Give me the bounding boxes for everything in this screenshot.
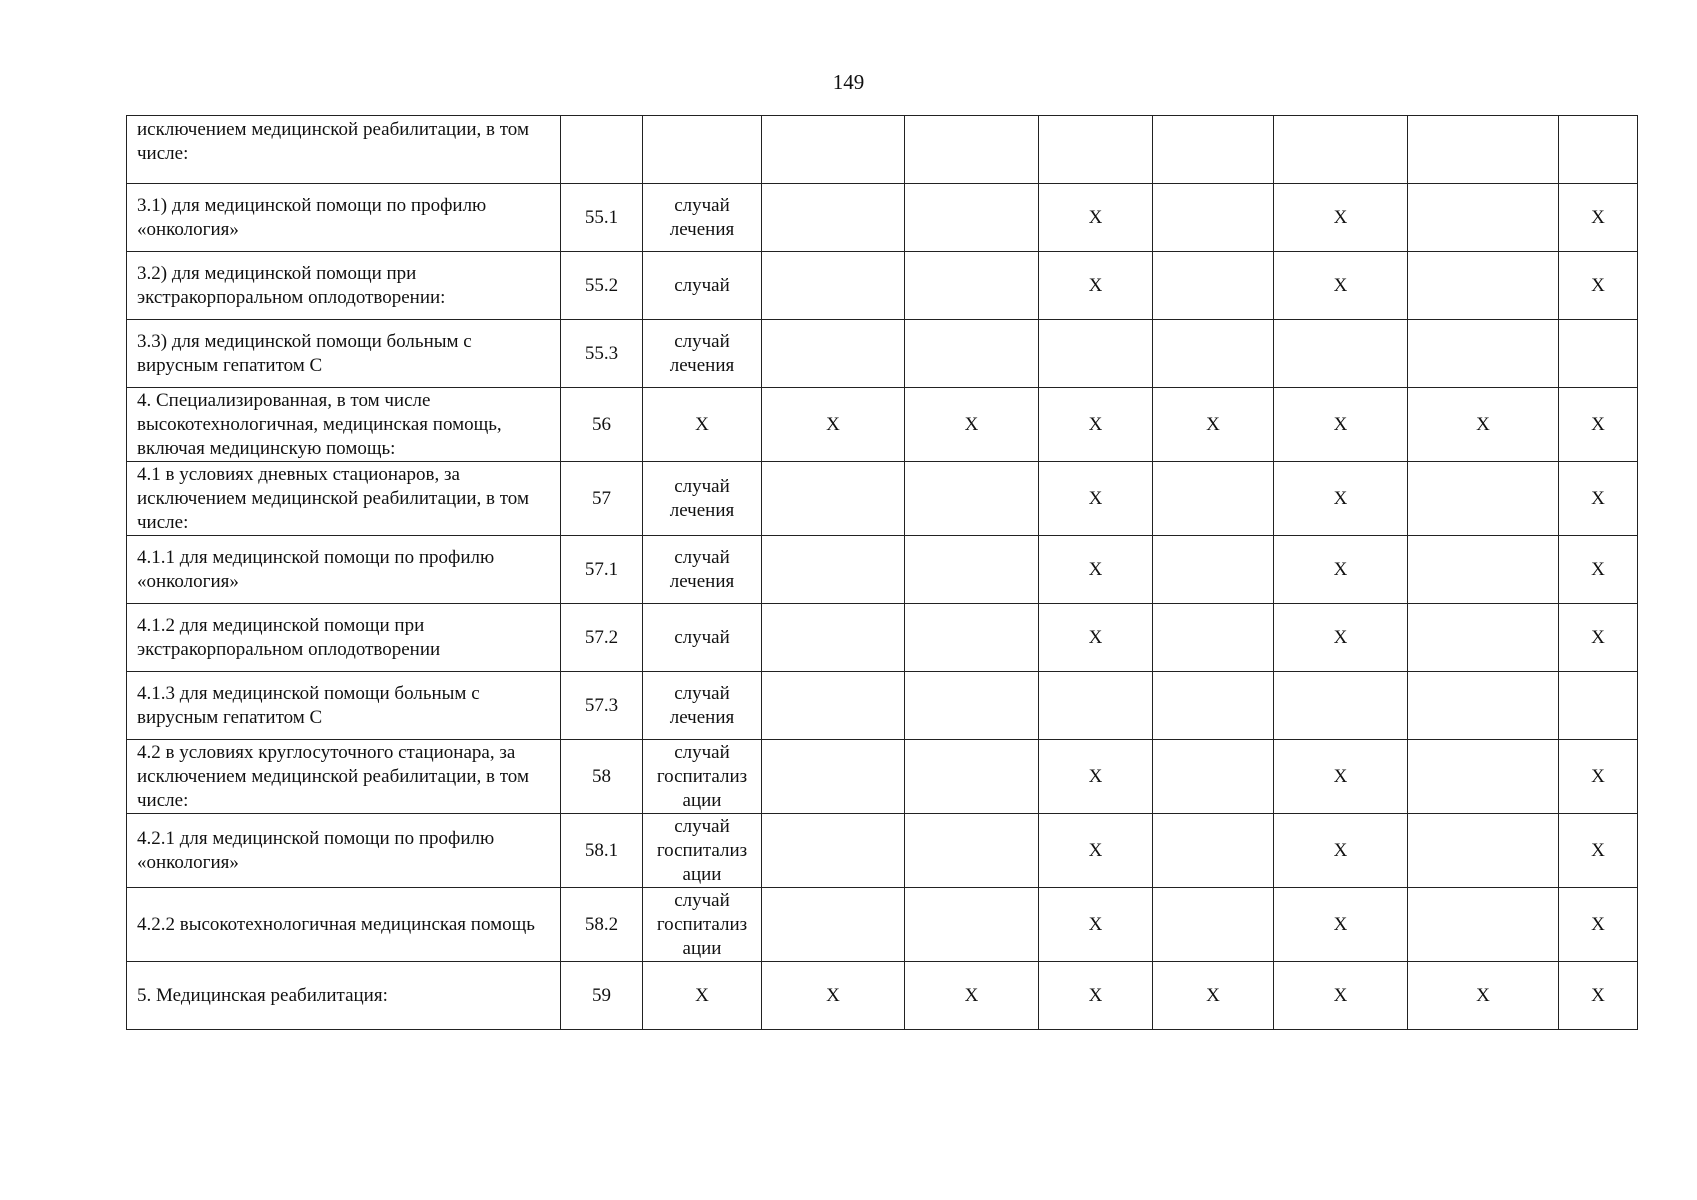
value-cell: X: [1039, 462, 1153, 536]
value-cell: [762, 184, 905, 252]
value-cell: [1559, 320, 1638, 388]
value-cell: X: [1559, 536, 1638, 604]
row-code-cell: 57.2: [561, 604, 643, 672]
value-cell: X: [1039, 814, 1153, 888]
table-row: [127, 252, 1638, 320]
row-name-cell: 4. Специализированная, в том числе высокотехнологичная, медицинская помощь, включая медицинскую помощь:: [127, 388, 561, 462]
value-cell: X: [1039, 536, 1153, 604]
table-row: [127, 672, 1638, 740]
value-cell: X: [1039, 252, 1153, 320]
row-name-cell: исключением медицинской реабилитации, в том числе:: [127, 116, 561, 184]
table-row: [127, 814, 1638, 888]
value-cell: [1408, 252, 1559, 320]
row-unit-cell: случай лечения: [643, 320, 762, 388]
value-cell: X: [1039, 740, 1153, 814]
row-code-cell: 58.1: [561, 814, 643, 888]
table-row: [127, 320, 1638, 388]
table-row: [127, 388, 1638, 462]
value-cell: X: [762, 388, 905, 462]
value-cell: [1408, 604, 1559, 672]
row-code-cell: 55.2: [561, 252, 643, 320]
value-cell: [905, 462, 1039, 536]
row-code-cell: 55.3: [561, 320, 643, 388]
value-cell: [1153, 320, 1274, 388]
value-cell: [762, 252, 905, 320]
value-cell: X: [905, 962, 1039, 1030]
row-unit-cell: X: [643, 388, 762, 462]
value-cell: X: [1274, 462, 1408, 536]
table-row: [127, 604, 1638, 672]
value-cell: X: [1274, 888, 1408, 962]
value-cell: X: [1039, 184, 1153, 252]
value-cell: [762, 320, 905, 388]
table-row: [127, 888, 1638, 962]
table-row: [127, 184, 1638, 252]
value-cell: [762, 814, 905, 888]
value-cell: [1153, 888, 1274, 962]
value-cell: [1408, 888, 1559, 962]
value-cell: [1153, 536, 1274, 604]
value-cell: X: [1559, 252, 1638, 320]
value-cell: [1039, 116, 1153, 184]
page-number: 149: [832, 70, 865, 94]
value-cell: X: [1153, 962, 1274, 1030]
row-name-cell: 3.1) для медицинской помощи по профилю «онкология»: [127, 184, 561, 252]
value-cell: [1153, 672, 1274, 740]
table-row: [127, 536, 1638, 604]
row-name-cell: 4.2.1 для медицинской помощи по профилю «онкология»: [127, 814, 561, 888]
value-cell: X: [1274, 604, 1408, 672]
row-unit-cell: случай: [643, 252, 762, 320]
row-name-cell: 4.1.2 для медицинской помощи при экстракорпоральном оплодотворении: [127, 604, 561, 672]
table-row: [127, 962, 1638, 1030]
value-cell: X: [1559, 604, 1638, 672]
value-cell: X: [1559, 888, 1638, 962]
value-cell: [1408, 184, 1559, 252]
row-name-cell: 4.1 в условиях дневных стационаров, за исключением медицинской реабилитации, в том числе:: [127, 462, 561, 536]
row-code-cell: 56: [561, 388, 643, 462]
value-cell: [1153, 604, 1274, 672]
row-name-cell: 5. Медицинская реабилитация:: [127, 962, 561, 1030]
row-unit-cell: случай лечения: [643, 184, 762, 252]
value-cell: X: [1274, 536, 1408, 604]
value-cell: X: [1559, 814, 1638, 888]
value-cell: X: [905, 388, 1039, 462]
value-cell: [762, 536, 905, 604]
table-row: [127, 116, 1638, 184]
row-code-cell: 57.1: [561, 536, 643, 604]
row-unit-cell: случай госпитализ ации: [643, 888, 762, 962]
value-cell: [905, 116, 1039, 184]
value-cell: [905, 604, 1039, 672]
value-cell: X: [1408, 388, 1559, 462]
row-code-cell: 59: [561, 962, 643, 1030]
value-cell: X: [762, 962, 905, 1030]
value-cell: [762, 462, 905, 536]
value-cell: [905, 740, 1039, 814]
value-cell: [905, 536, 1039, 604]
row-code-cell: 55.1: [561, 184, 643, 252]
value-cell: [1559, 672, 1638, 740]
row-name-cell: 4.1.1 для медицинской помощи по профилю «онкология»: [127, 536, 561, 604]
value-cell: [1408, 320, 1559, 388]
value-cell: [905, 320, 1039, 388]
value-cell: [905, 252, 1039, 320]
value-cell: X: [1274, 388, 1408, 462]
table-body: [127, 116, 1638, 1030]
value-cell: [905, 814, 1039, 888]
row-unit-cell: X: [643, 962, 762, 1030]
value-cell: X: [1559, 462, 1638, 536]
row-unit-cell: случай лечения: [643, 462, 762, 536]
value-cell: X: [1274, 814, 1408, 888]
value-cell: X: [1274, 252, 1408, 320]
row-name-cell: 4.1.3 для медицинской помощи больным с вирусным гепатитом С: [127, 672, 561, 740]
row-unit-cell: случай госпитализ ации: [643, 814, 762, 888]
value-cell: X: [1559, 740, 1638, 814]
value-cell: [762, 888, 905, 962]
value-cell: [1153, 462, 1274, 536]
value-cell: [762, 116, 905, 184]
value-cell: X: [1274, 740, 1408, 814]
value-cell: [1039, 672, 1153, 740]
value-cell: [1408, 462, 1559, 536]
row-name-cell: 4.2.2 высокотехнологичная медицинская помощь: [127, 888, 561, 962]
value-cell: [1153, 252, 1274, 320]
value-cell: X: [1274, 184, 1408, 252]
value-cell: [905, 184, 1039, 252]
row-unit-cell: случай лечения: [643, 536, 762, 604]
value-cell: X: [1039, 962, 1153, 1030]
value-cell: [1559, 116, 1638, 184]
value-cell: [1153, 740, 1274, 814]
row-unit-cell: случай госпитализ ации: [643, 740, 762, 814]
value-cell: [905, 672, 1039, 740]
value-cell: X: [1559, 962, 1638, 1030]
value-cell: [1153, 116, 1274, 184]
value-cell: [1039, 320, 1153, 388]
value-cell: X: [1153, 388, 1274, 462]
value-cell: X: [1274, 962, 1408, 1030]
row-name-cell: 4.2 в условиях круглосуточного стационара, за исключением медицинской реабилитации, в том числе:: [127, 740, 561, 814]
value-cell: [762, 740, 905, 814]
value-cell: [1274, 116, 1408, 184]
table-row: [127, 740, 1638, 814]
value-cell: [762, 604, 905, 672]
value-cell: [762, 672, 905, 740]
row-name-cell: 3.3) для медицинской помощи больным с вирусным гепатитом С: [127, 320, 561, 388]
value-cell: X: [1039, 604, 1153, 672]
value-cell: X: [1559, 388, 1638, 462]
value-cell: [1274, 320, 1408, 388]
value-cell: [1408, 536, 1559, 604]
value-cell: [1408, 116, 1559, 184]
row-code-cell: 57: [561, 462, 643, 536]
value-cell: X: [1559, 184, 1638, 252]
row-unit-cell: случай лечения: [643, 672, 762, 740]
table-row: [127, 462, 1638, 536]
row-code-cell: 58: [561, 740, 643, 814]
value-cell: [1408, 814, 1559, 888]
value-cell: [1408, 740, 1559, 814]
row-code-cell: 57.3: [561, 672, 643, 740]
row-unit-cell: [643, 116, 762, 184]
value-cell: [1153, 184, 1274, 252]
value-cell: [1153, 814, 1274, 888]
row-code-cell: [561, 116, 643, 184]
row-name-cell: 3.2) для медицинской помощи при экстракорпоральном оплодотворении:: [127, 252, 561, 320]
value-cell: [905, 888, 1039, 962]
value-cell: [1408, 672, 1559, 740]
row-code-cell: 58.2: [561, 888, 643, 962]
value-cell: X: [1408, 962, 1559, 1030]
value-cell: [1274, 672, 1408, 740]
data-table: [126, 115, 1638, 1030]
row-unit-cell: случай: [643, 604, 762, 672]
value-cell: X: [1039, 388, 1153, 462]
value-cell: X: [1039, 888, 1153, 962]
